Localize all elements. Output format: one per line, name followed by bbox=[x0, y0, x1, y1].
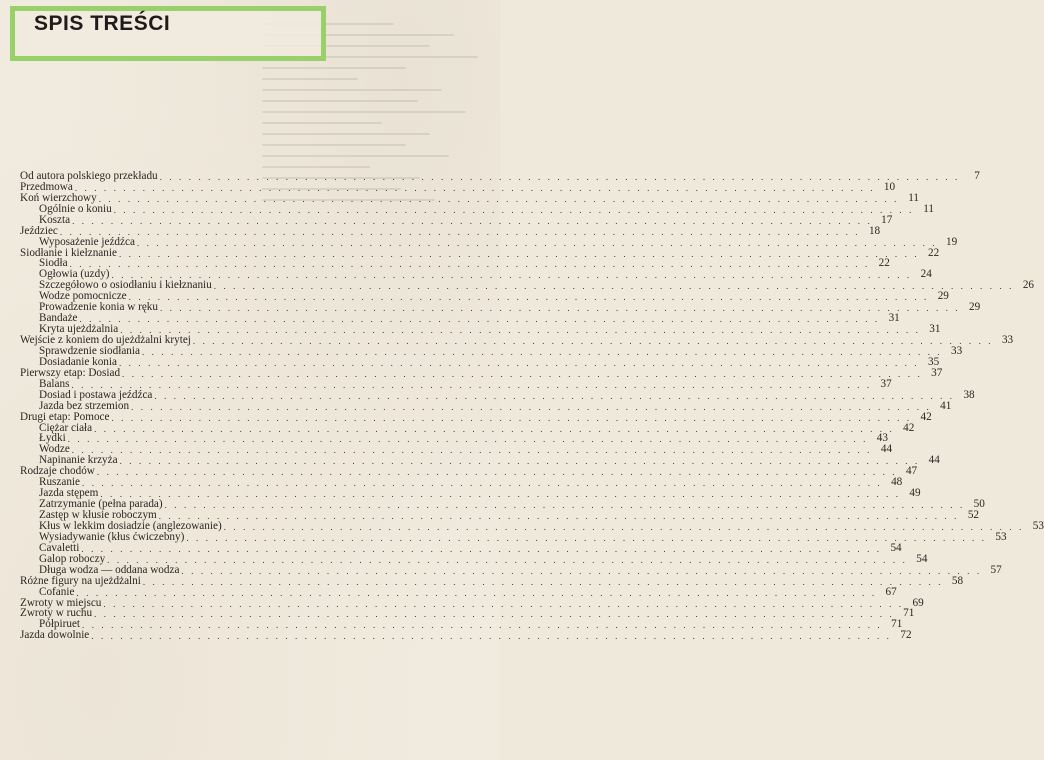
dot-leader: . . . . . . . . . . . . . . . . . . . . . . . . . . . . . . . . . . . . . . . . . . . . . . . . . . . . . . . . . . . . . . . . . . . . . . . . . . . . . . . . . . . bbox=[192, 336, 994, 346]
toc-entry bbox=[20, 410, 932, 423]
toc-entry-title: Cavaletti bbox=[39, 541, 80, 554]
dot-leader: . . . . . . . . . . . . . . . . . . . . . . . . . . . . . . . . . . . . . . . . . . . . . . . . . . . . . . . . . . . . . . . . . . . . . . . . . . . . . . . . . . . bbox=[67, 434, 868, 445]
toc-entry-title: Rodzaje chodów bbox=[20, 465, 95, 478]
dot-leader: . . . . . . . . . . . . . . . . . . . . . . . . . . . . . . . . . . . . . . . . . . . . . . . . . . . . . . . . . . . . . . . . . . . . . . . . . . . . . . . . . . . bbox=[98, 193, 899, 204]
dot-leader: . . . . . . . . . . . . . . . . . . . . . . . . . . . . . . . . . . . . . . . . . . . . . . . . . . . . . . . . . . . . . . . . . . . . . . . . . . . . . . . . . . . bbox=[81, 543, 882, 554]
toc-page-number: 69 bbox=[912, 596, 924, 609]
toc-entry bbox=[20, 585, 897, 598]
toc-page-number: 24 bbox=[920, 268, 932, 281]
toc-entry bbox=[20, 530, 1007, 543]
table-of-contents bbox=[20, 169, 1044, 642]
dot-leader: . . . . . . . . . . . . . . . . . . . . . . . . . . . . . . . . . . . . . . . . . . . . . . . . . . . . . . . . . . . . . . . . . . . . . . . . . . . . . . . . . . . bbox=[113, 204, 914, 215]
dot-leader: . . . . . . . . . . . . . . . . . . . . . . . . . . . . . . . . . . . . . . . . . . . . . . . . . . . . . . . . . . . . . . . . . . . . . . . . . . . . . . . . . . . bbox=[186, 532, 987, 543]
toc-entry-title: Napinanie krzyża bbox=[39, 454, 118, 467]
dot-leader: . . . . . . . . . . . . . . . . . . . . . . . . . . . . . . . . . . . . . . . . . . . . . . . . . . . . . . . . . . . . . . . . . . . . . . . . . . . . . . . . . . . bbox=[111, 270, 912, 281]
dot-leader: . . . . . . . . . . . . . . . . . . . . . . . . . . . . . . . . . . . . . . . . . . . . . . . . . . . . . . . . . . . . . . . . . . . . . . . . . . . . . . . . . . . bbox=[136, 237, 938, 248]
toc-page-number: 53 bbox=[995, 530, 1007, 543]
toc-entry bbox=[20, 169, 980, 182]
dot-leader: . . . . . . . . . . . . . . . . . . . . . . . . . . . . . . . . . . . . . . . . . . . . . . . . . . . . . . . . . . . . . . . . . . . . . . . . . . . . . . . . . . . bbox=[164, 500, 965, 511]
dot-leader: . . . . . . . . . . . . . . . . . . . . . . . . . . . . . . . . . . . . . . . . . . . . . . . . . . . . . . . . . . . . . . . . . . . . . . . . . . . . . . . . . . . bbox=[76, 587, 877, 598]
toc-entry-title: Długa wodza — oddana wodza bbox=[39, 563, 180, 576]
toc-entry-title: Koń wierzchowy bbox=[20, 191, 97, 204]
toc-entry-title: Od autora polskiego przekładu bbox=[20, 169, 158, 182]
dot-leader: . . . . . . . . . . . . . . . . . . . . . . . . . . . . . . . . . . . . . . . . . . . . . . . . . . . . . . . . . . . . . . . . . . . . . . . . . . . . . . . . . . . bbox=[96, 467, 898, 478]
page-title: SPIS TREŚCI bbox=[34, 12, 171, 35]
dot-leader: . . . . . . . . . . . . . . . . . . . . . . . . . . . . . . . . . . . . . . . . . . . . . . . . . . . . . . . . . . . . . . . . . . . . . . . . . . . . . . . . . . . bbox=[120, 325, 921, 336]
toc-entry-title: Różne figury na ujeżdżalni bbox=[20, 574, 141, 587]
toc-entry-title: Koszta bbox=[39, 213, 71, 226]
toc-page-number: 43 bbox=[876, 432, 888, 445]
toc-entry-title: Zatrzymanie (pełna parada) bbox=[39, 498, 163, 511]
dot-leader: . . . . . . . . . . . . . . . . . . . . . . . . . . . . . . . . . . . . . . . . . . . . . . . . . . . . . . . . . . . . . . . . . . . . . . . . . . . . . . . . . . . bbox=[69, 259, 870, 270]
toc-entry-title: Kryta ujeżdżalnia bbox=[39, 323, 119, 336]
toc-entry-title: Łydki bbox=[39, 432, 66, 445]
toc-entry-title: Ruszanie bbox=[39, 476, 81, 489]
toc-page-number: 10 bbox=[883, 180, 896, 193]
dot-leader: . . . . . . . . . . . . . . . . . . . . . . . . . . . . . . . . . . . . . . . . . . . . . . . . . . . . . . . . . . . . . . . . . . . . . . . . . . . . . . . . . . . bbox=[94, 609, 895, 620]
toc-entry-title: Wyposażenie jeźdźca bbox=[39, 235, 135, 248]
toc-page-number: 31 bbox=[888, 312, 900, 325]
toc-entry bbox=[20, 246, 940, 259]
toc-entry bbox=[20, 399, 952, 412]
toc-entry-title: Wodze bbox=[39, 443, 70, 456]
toc-page-number: 37 bbox=[880, 377, 892, 390]
toc-entry-title: Siodłanie i kiełznanie bbox=[20, 246, 117, 259]
toc-entry bbox=[20, 202, 934, 215]
toc-page-number: 29 bbox=[969, 301, 981, 314]
toc-page-number: 50 bbox=[973, 498, 985, 511]
toc-page-number: 41 bbox=[940, 399, 952, 412]
toc-page-number: 7 bbox=[974, 169, 980, 182]
dot-leader: . . . . . . . . . . . . . . . . . . . . . . . . . . . . . . . . . . . . . . . . . . . . . . . . . . . . . . . . . . . . . . . . . . . . . . . . . . . . . . . . . . . bbox=[119, 456, 920, 467]
toc-entry-title: Jazda stępem bbox=[39, 487, 99, 500]
toc-entry bbox=[20, 213, 893, 226]
dot-leader: . . . . . . . . . . . . . . . . . . . . . . . . . . . . . . . . . . . . . . . . . . . . . . . . . . . . . . . . . . . . . . . . . . . . . . . . . . . . . . . . . . . bbox=[223, 521, 1024, 532]
dot-leader: . . . . . . . . . . . . . . . . . . . . . . . . . . . . . . . . . . . . . . . . . . . . . . . . . . . . . . . . . . . . . . . . . . . . . . . . . . . . . . . . . . . bbox=[159, 303, 961, 314]
toc-page-number: 18 bbox=[868, 224, 881, 237]
toc-page-number: 22 bbox=[878, 257, 890, 270]
dot-leader: . . . . . . . . . . . . . . . . . . . . . . . . . . . . . . . . . . . . . . . . . . . . . . . . . . . . . . . . . . . . . . . . . . . . . . . . . . . . . . . . . . . bbox=[131, 401, 932, 412]
toc-page-number: 57 bbox=[990, 563, 1002, 576]
dot-leader: . . . . . . . . . . . . . . . . . . . . . . . . . . . . . . . . . . . . . . . . . . . . . . . . . . . . . . . . . . . . . . . . . . . . . . . . . . . . . . . . . . . bbox=[91, 631, 892, 642]
toc-entry-title: Półpiruet bbox=[39, 618, 81, 631]
toc-page-number: 54 bbox=[916, 552, 928, 565]
toc-page-number: 42 bbox=[903, 421, 915, 434]
dot-leader: . . . . . . . . . . . . . . . . . . . . . . . . . . . . . . . . . . . . . . . . . . . . . . . . . . . . . . . . . . . . . . . . . . . . . . . . . . . . . . . . . . . bbox=[103, 598, 904, 609]
dot-leader: . . . . . . . . . . . . . . . . . . . . . . . . . . . . . . . . . . . . . . . . . . . . . . . . . . . . . . . . . . . . . . . . . . . . . . . . . . . . . . . . . . . bbox=[107, 554, 908, 565]
toc-entry-title: Galop roboczy bbox=[39, 552, 106, 565]
toc-entry-title: Drugi etap: Pomoce bbox=[20, 410, 110, 423]
toc-entry-title: Ogólnie o koniu bbox=[39, 202, 112, 215]
toc-entry bbox=[20, 366, 943, 379]
dot-leader: . . . . . . . . . . . . . . . . . . . . . . . . . . . . . . . . . . . . . . . . . . . . . . . . . . . . . . . . . . . . . . . . . . . . . . . . . . . . . . . . . . . bbox=[100, 489, 901, 500]
toc-page-number: 52 bbox=[967, 509, 979, 521]
toc-page-number: 11 bbox=[923, 202, 934, 215]
toc-page-number: 33 bbox=[951, 344, 963, 357]
toc-page-number: 71 bbox=[903, 607, 915, 620]
toc-entry bbox=[20, 629, 912, 642]
toc-entry bbox=[20, 301, 981, 314]
dot-leader: . . . . . . . . . . . . . . . . . . . . . . . . . . . . . . . . . . . . . . . . . . . . . . . . . . . . . . . . . . . . . . . . . . . . . . . . . . . . . . . . . . . bbox=[72, 215, 873, 226]
toc-page-number: 19 bbox=[945, 235, 958, 248]
toc-entry-title: Jazda dowolnie bbox=[20, 629, 90, 642]
toc-entry-title: Balans bbox=[39, 377, 70, 390]
dot-leader: . . . . . . . . . . . . . . . . . . . . . . . . . . . . . . . . . . . . . . . . . . . . . . . . . . . . . . . . . . . . . . . . . . . . . . . . . . . . . . . . . . . bbox=[71, 379, 872, 390]
toc-entry-title: Zwroty w miejscu bbox=[20, 596, 102, 609]
toc-entry-title: Przedmowa bbox=[20, 180, 73, 193]
dot-leader: . . . . . . . . . . . . . . . . . . . . . . . . . . . . . . . . . . . . . . . . . . . . . . . . . . . . . . . . . . . . . . . . . . . . . . . . . . . . . . . . . . . bbox=[74, 182, 876, 193]
dot-leader: . . . . . . . . . . . . . . . . . . . . . . . . . . . . . . . . . . . . . . . . . . . . . . . . . . . . . . . . . . . . . . . . . . . . . . . . . . . . . . . . . . . bbox=[142, 576, 944, 587]
dot-leader: . . . . . . . . . . . . . . . . . . . . . . . . . . . . . . . . . . . . . . . . . . . . . . . . . . . . . . . . . . . . . . . . . . . . . . . . . . . . . . . . . . . bbox=[82, 478, 883, 489]
toc-entry bbox=[20, 607, 915, 620]
toc-page-number: 71 bbox=[891, 618, 903, 631]
toc-entry-title: Dosiad i postawa jeźdźca bbox=[39, 388, 153, 401]
toc-page-number: 26 bbox=[1022, 279, 1034, 292]
toc-entry-title: Cofanie bbox=[39, 585, 75, 598]
toc-entry-title: Siodła bbox=[39, 257, 68, 270]
toc-page-number: 72 bbox=[900, 629, 912, 642]
toc-entry-title: Bandaże bbox=[39, 312, 78, 325]
toc-page-number: 49 bbox=[909, 487, 921, 500]
toc-entry bbox=[20, 421, 915, 434]
toc-page-number: 35 bbox=[928, 355, 940, 368]
dot-leader: . . . . . . . . . . . . . . . . . . . . . . . . . . . . . . . . . . . . . . . . . . . . . . . . . . . . . . . . . . . . . . . . . . . . . . . . . . . . . . . . . . . bbox=[181, 565, 982, 576]
dot-leader: . . . . . . . . . . . . . . . . . . . . . . . . . . . . . . . . . . . . . . . . . . . . . . . . . . . . . . . . . . . . . . . . . . . . . . . . . . . . . . . . . . . bbox=[128, 292, 929, 303]
toc-page-number: 31 bbox=[929, 323, 941, 336]
toc-entry-title: Zwroty w ruchu bbox=[20, 607, 93, 620]
dot-leader: . . . . . . . . . . . . . . . . . . . . . . . . . . . . . . . . . . . . . . . . . . . . . . . . . . . . . . . . . . . . . . . . . . . . . . . . . . . . . . . . . . . bbox=[122, 368, 923, 379]
toc-entry-title: Wejście z koniem do ujeżdżalni krytej bbox=[20, 334, 191, 346]
toc-page-number: 38 bbox=[963, 388, 975, 401]
toc-entry-title: Zastęp w kłusie roboczym bbox=[39, 509, 157, 521]
toc-entry bbox=[20, 574, 964, 587]
toc-page-number: 22 bbox=[928, 246, 940, 259]
dot-leader: . . . . . . . . . . . . . . . . . . . . . . . . . . . . . . . . . . . . . . . . . . . . . . . . . . . . . . . . . . . . . . . . . . . . . . . . . . . . . . . . . . . bbox=[158, 511, 959, 521]
toc-entry bbox=[20, 224, 881, 237]
dot-leader: . . . . . . . . . . . . . . . . . . . . . . . . . . . . . . . . . . . . . . . . . . . . . . . . . . . . . . . . . . . . . . . . . . . . . . . . . . . . . . . . . . . bbox=[118, 248, 920, 259]
toc-entry-title: Wodze pomocnicze bbox=[39, 290, 127, 303]
toc-entry-title: Jazda bez strzemion bbox=[39, 399, 130, 412]
toc-entry-title: Ciężar ciała bbox=[39, 421, 93, 434]
dot-leader: . . . . . . . . . . . . . . . . . . . . . . . . . . . . . . . . . . . . . . . . . . . . . . . . . . . . . . . . . . . . . . . . . . . . . . . . . . . . . . . . . . . bbox=[118, 357, 920, 368]
dot-leader: . . . . . . . . . . . . . . . . . . . . . . . . . . . . . . . . . . . . . . . . . . . . . . . . . . . . . . . . . . . . . . . . . . . . . . . . . . . . . . . . . . . bbox=[94, 423, 895, 434]
dot-leader: . . . . . . . . . . . . . . . . . . . . . . . . . . . . . . . . . . . . . . . . . . . . . . . . . . . . . . . . . . . . . . . . . . . . . . . . . . . . . . . . . . . bbox=[159, 171, 960, 182]
toc-page-number: 42 bbox=[920, 410, 932, 423]
toc-page-number: 11 bbox=[908, 191, 919, 204]
dot-leader: . . . . . . . . . . . . . . . . . . . . . . . . . . . . . . . . . . . . . . . . . . . . . . . . . . . . . . . . . . . . . . . . . . . . . . . . . . . . . . . . . . . bbox=[82, 620, 883, 631]
toc-entry-title: Szczegółowo o osiodłaniu i kiełznaniu bbox=[39, 279, 212, 292]
dot-leader: . . . . . . . . . . . . . . . . . . . . . . . . . . . . . . . . . . . . . . . . . . . . . . . . . . . . . . . . . . . . . . . . . . . . . . . . . . . . . . . . . . . bbox=[111, 412, 912, 423]
toc-page-number: 44 bbox=[928, 454, 940, 467]
dot-leader: . . . . . . . . . . . . . . . . . . . . . . . . . . . . . . . . . . . . . . . . . . . . . . . . . . . . . . . . . . . . . . . . . . . . . . . . . . . . . . . . . . . bbox=[79, 314, 880, 325]
toc-entry bbox=[20, 465, 918, 478]
toc-page-number: 67 bbox=[885, 585, 897, 598]
toc-entry-title: Sprawdzenie siodłania bbox=[39, 344, 140, 357]
dot-leader: . . . . . . . . . . . . . . . . . . . . . . . . . . . . . . . . . . . . . . . . . . . . . . . . . . . . . . . . . . . . . . . . . . . . . . . . . . . . . . . . . . . bbox=[141, 346, 943, 357]
toc-entry-title: Ogłowia (uzdy) bbox=[39, 268, 110, 281]
dot-leader: . . . . . . . . . . . . . . . . . . . . . . . . . . . . . . . . . . . . . . . . . . . . . . . . . . . . . . . . . . . . . . . . . . . . . . . . . . . . . . . . . . . bbox=[59, 226, 861, 237]
toc-entry-title: Kłus w lekkim dosiadzie (anglezowanie) bbox=[39, 519, 222, 532]
toc-entry bbox=[20, 432, 888, 445]
toc-page-number: 48 bbox=[891, 476, 903, 489]
toc-entry-title: Dosiadanie konia bbox=[39, 355, 117, 368]
toc-page-number: 17 bbox=[881, 213, 893, 226]
toc-page-number: 53 bbox=[1032, 519, 1044, 532]
toc-entry bbox=[20, 235, 958, 248]
toc-page-number: 29 bbox=[937, 290, 949, 303]
toc-entry-title: Jeździec bbox=[20, 224, 58, 237]
toc-entry-title: Pierwszy etap: Dosiad bbox=[20, 366, 121, 379]
dot-leader: . . . . . . . . . . . . . . . . . . . . . . . . . . . . . . . . . . . . . . . . . . . . . . . . . . . . . . . . . . . . . . . . . . . . . . . . . . . . . . . . . . . bbox=[154, 390, 955, 401]
toc-page-number: 54 bbox=[890, 541, 902, 554]
dot-leader: . . . . . . . . . . . . . . . . . . . . . . . . . . . . . . . . . . . . . . . . . . . . . . . . . . . . . . . . . . . . . . . . . . . . . . . . . . . . . . . . . . . bbox=[213, 281, 1014, 292]
toc-page-number: 37 bbox=[931, 366, 943, 379]
toc-page-number: 58 bbox=[951, 574, 964, 587]
toc-page-number: 33 bbox=[1001, 334, 1014, 346]
dot-leader: . . . . . . . . . . . . . . . . . . . . . . . . . . . . . . . . . . . . . . . . . . . . . . . . . . . . . . . . . . . . . . . . . . . . . . . . . . . . . . . . . . . bbox=[71, 445, 873, 456]
toc-page-number: 47 bbox=[905, 465, 918, 478]
toc-page-number: 44 bbox=[880, 443, 893, 456]
toc-entry-title: Prowadzenie konia w ręku bbox=[39, 301, 158, 314]
toc-entry-title: Wysiadywanie (kłus ćwiczebny) bbox=[39, 530, 185, 543]
